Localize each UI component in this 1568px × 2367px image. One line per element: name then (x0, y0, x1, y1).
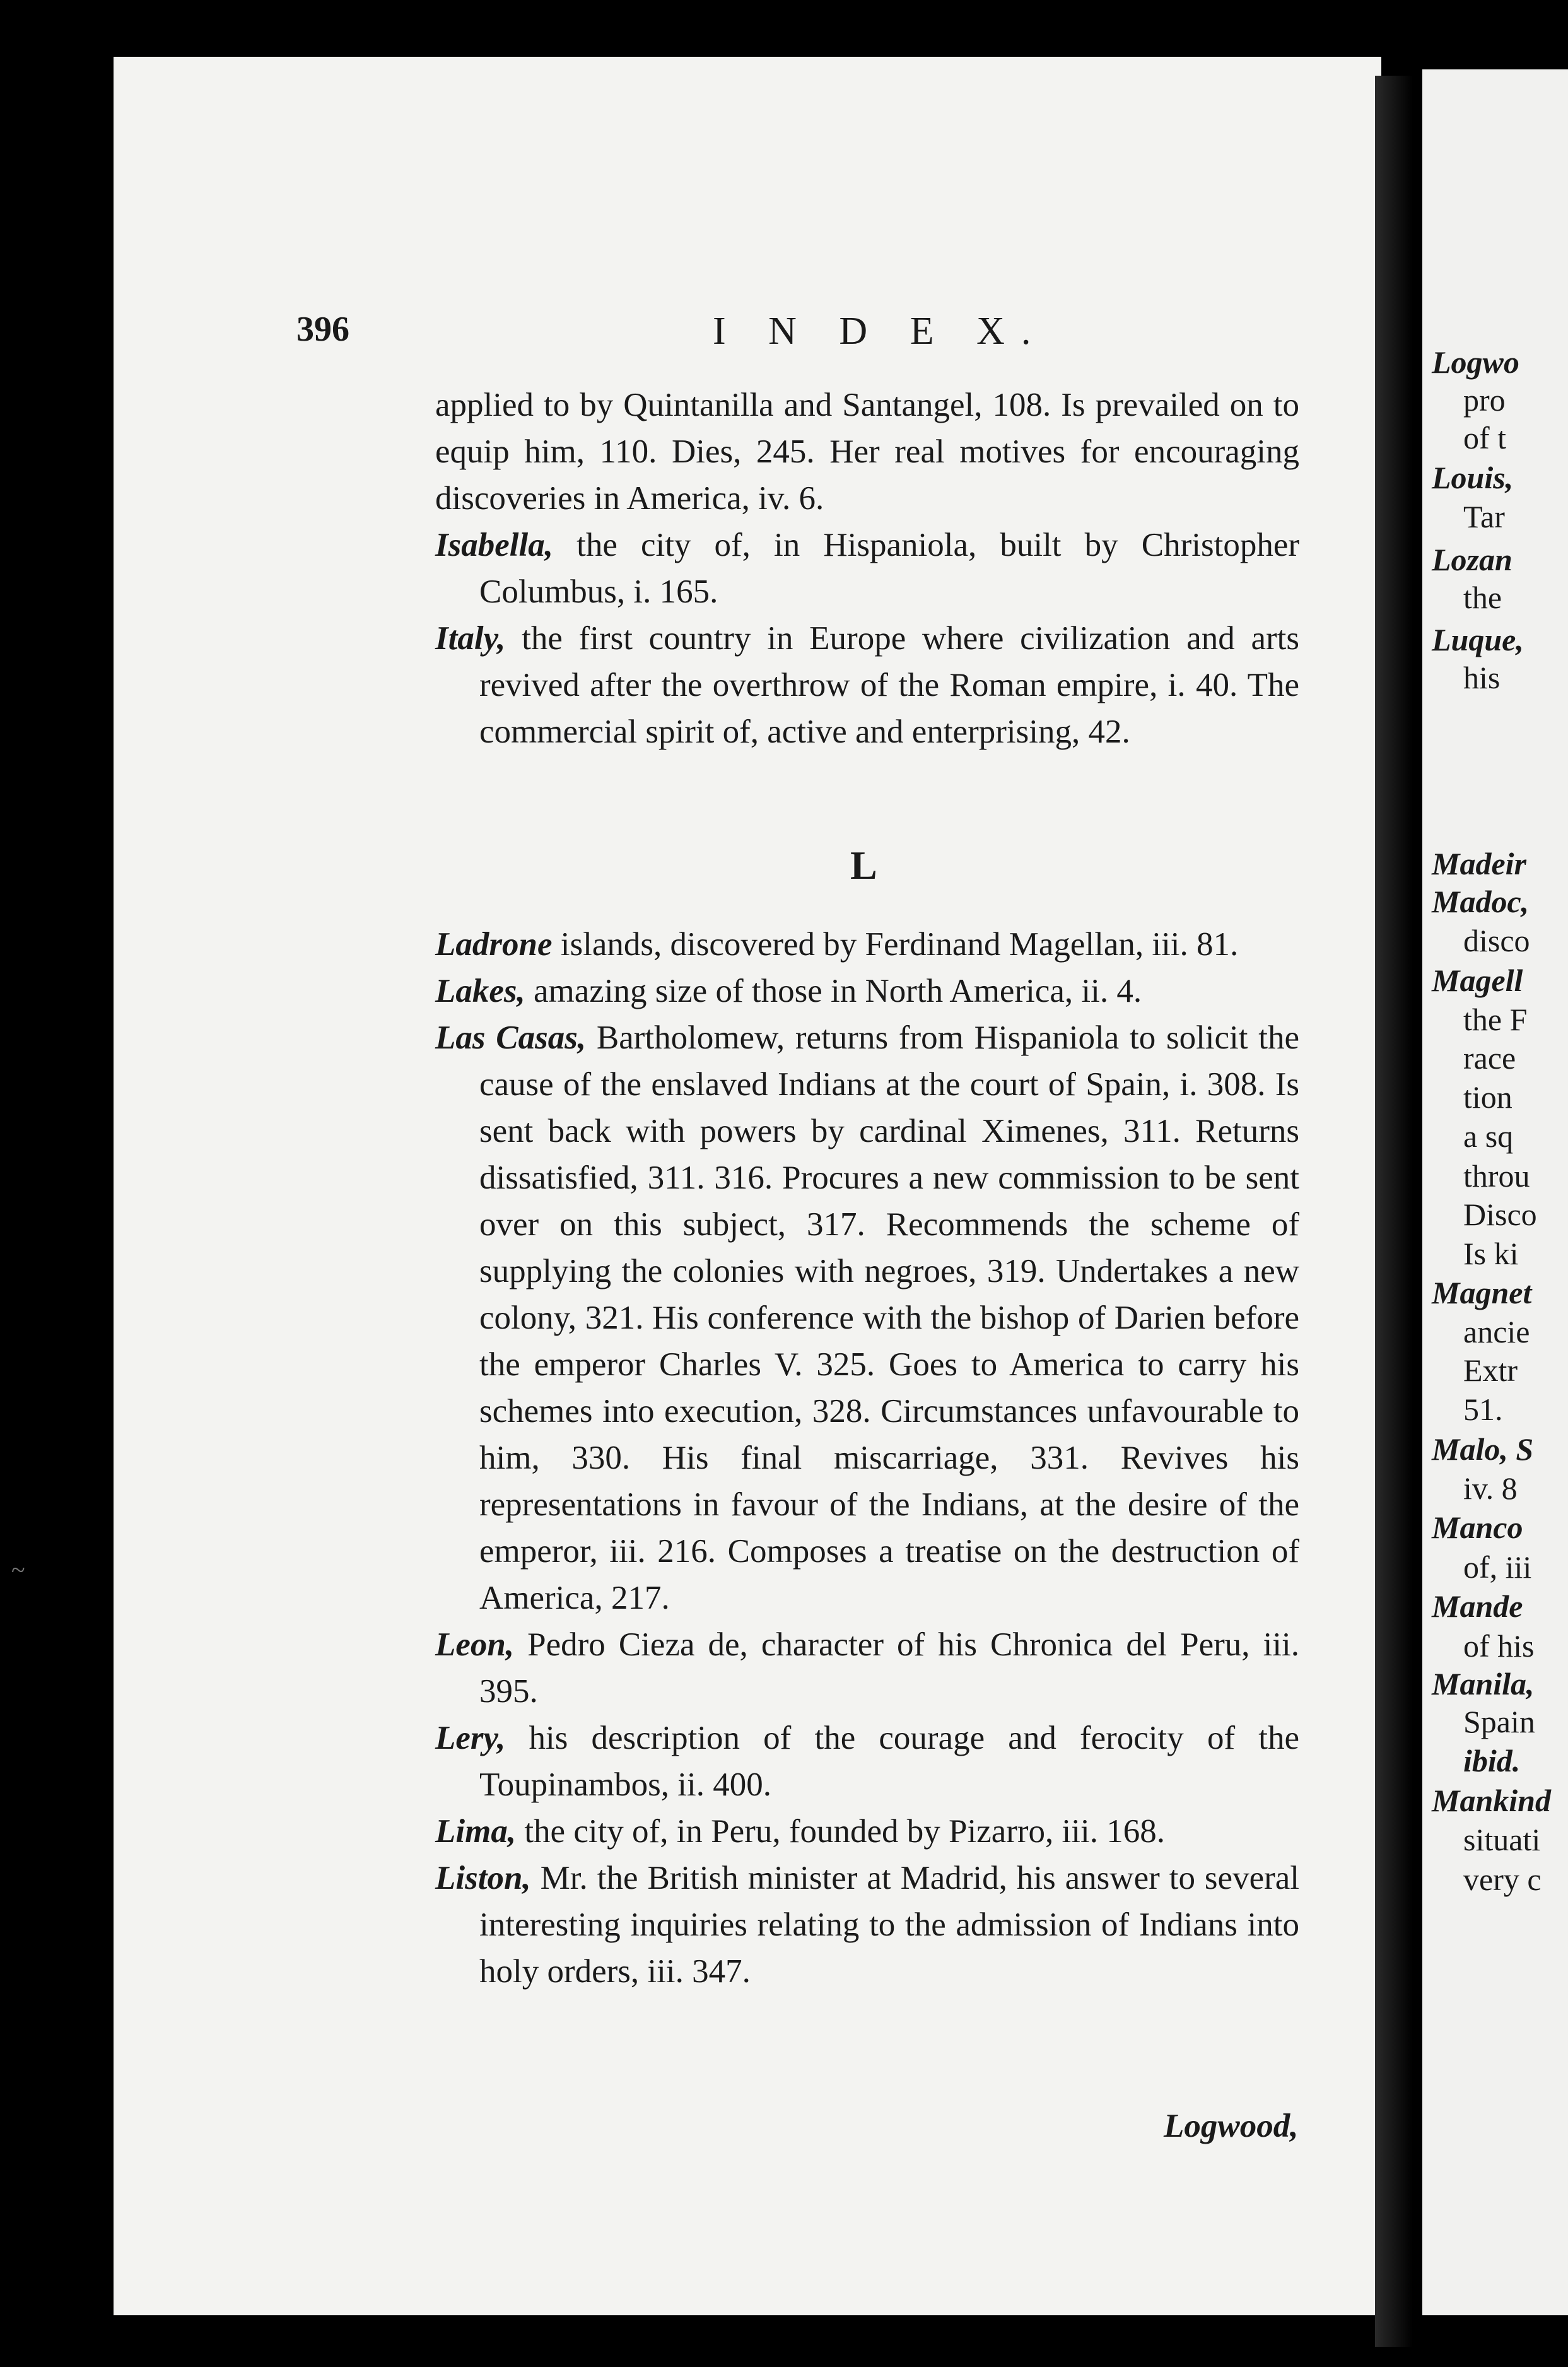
right-page-fragment: Tar (1463, 499, 1505, 534)
section-letter: L (850, 843, 877, 888)
right-page-fragment: very c (1463, 1862, 1542, 1897)
entry-headword: Lery, (435, 1720, 506, 1756)
entry-text: Pedro Cieza de, character of his Chronica del Peru, iii. 395. (479, 1626, 1299, 1710)
index-entry-lery (435, 1715, 1299, 1808)
right-page-fragment: his (1463, 660, 1501, 695)
entry-text: islands, discovered by Ferdinand Magellan, iii. 81. (552, 926, 1239, 963)
index-entry-lakes (435, 968, 1299, 1014)
entry-headword: Italy, (435, 620, 506, 657)
right-page-fragment: Mande (1432, 1589, 1523, 1624)
index-entry-ladrone (435, 921, 1299, 968)
right-page-fragment: the (1463, 580, 1502, 615)
right-page-fragment: the F (1463, 1002, 1528, 1037)
right-page-fragment: of t (1463, 420, 1507, 455)
right-page-fragment: Manila, (1432, 1666, 1535, 1701)
right-page-fragment: of his (1463, 1628, 1535, 1664)
entry-text: Mr. the British minister at Madrid, his answer to several interesting inquiries relating to the admission of Indians into holy orders, iii. 347. (479, 1860, 1299, 1990)
entry-headword: Liston, (435, 1860, 531, 1896)
right-page-fragment: Louis, (1432, 460, 1514, 495)
index-block-l (435, 921, 1299, 1995)
entry-text: Bartholomew, returns from Hispaniola to solicit the cause of the enslaved Indians at the court of Spain, i. 308. Is sent back with powers by cardinal Ximenes, 311. Returns dissatisfied, 311. 316. Procures a new commission to be sent over on this subject, 317. Recommends the scheme of supplying the colonies with negroes, 319. Undertakes a new colony, 321. His conference with the bishop of Darien before the emperor Charles V. 325. Goes to America to carry his schemes into execution, 328. Circumstances unfavourable to him, 330. His final miscarriage, 331. Revives his representations in favour of the Indians, at the desire of the emperor, iii. 216. Composes a treatise on the destruction of America, 217. (479, 1019, 1299, 1616)
index-entry-leon (435, 1621, 1299, 1715)
right-page-fragment: Madeir (1432, 846, 1526, 881)
entry-text: the city of, in Hispaniola, built by Christopher Columbus, i. 165. (479, 527, 1299, 610)
entry-text: amazing size of those in North America, ii. 4. (525, 973, 1142, 1009)
index-entry-isabella (435, 522, 1299, 615)
margin-mark: ~ (11, 1556, 25, 1584)
right-page-fragment: Manco (1432, 1510, 1523, 1545)
entry-text: the first country in Europe where civilization and arts revived after the overthrow of the Roman empire, i. 40. The commercial spirit of, active and enterprising, 42. (479, 620, 1299, 750)
continuation-entry (435, 382, 1299, 522)
right-page-fragment: tion (1463, 1079, 1512, 1115)
right-page-fragment: Magnet (1432, 1275, 1532, 1310)
right-page-fragment: Malo, S (1432, 1431, 1534, 1467)
entry-text: the city of, in Peru, founded by Pizarro, iii. 168. (516, 1813, 1165, 1850)
right-page-fragment: Is ki (1463, 1236, 1519, 1271)
right-page-fragment: Luque, (1432, 622, 1524, 657)
entry-text: his description of the courage and ferocity of the Toupinambos, ii. 400. (479, 1720, 1299, 1803)
entry-headword: Lima, (435, 1813, 517, 1850)
index-entry-lima (435, 1808, 1299, 1855)
entry-headword: Isabella, (435, 527, 553, 563)
right-page-fragment: pro (1463, 382, 1506, 418)
right-page-fragment: Disco (1463, 1197, 1537, 1232)
right-page-fragment: race (1463, 1040, 1516, 1076)
right-page-fragment: iv. 8 (1463, 1471, 1518, 1506)
index-entry-liston (435, 1855, 1299, 1995)
right-page-fragment: a sq (1463, 1119, 1514, 1154)
index-entry-italy (435, 615, 1299, 755)
right-page (1422, 69, 1568, 2315)
page-number: 396 (296, 310, 349, 349)
right-page-fragment: Mankind (1432, 1783, 1551, 1818)
book-gutter (1375, 76, 1413, 2347)
right-page-fragment: throu (1463, 1158, 1530, 1194)
right-page-fragment: Logwo (1432, 344, 1519, 380)
right-page-fragment: situati (1463, 1822, 1541, 1857)
right-page-fragment: of, iii (1463, 1549, 1532, 1585)
page-title: I N D E X. (713, 310, 1048, 353)
index-block-i (435, 382, 1299, 755)
entry-headword: Lakes, (435, 973, 525, 1009)
right-page-fragment: Magell (1432, 963, 1523, 998)
right-page-fragment: 51. (1463, 1392, 1503, 1427)
entry-headword: Ladrone (435, 926, 553, 963)
index-entry-las-casas (435, 1014, 1299, 1621)
entry-headword: Las Casas, (435, 1019, 587, 1056)
right-page-fragment: Extr (1463, 1353, 1518, 1388)
right-page-fragment: Lozan (1432, 542, 1512, 577)
catchword: Logwood, (1164, 2108, 1299, 2144)
entry-headword: Leon, (435, 1626, 515, 1663)
right-page-fragment: ancie (1463, 1314, 1530, 1349)
right-page-fragment: Spain (1463, 1704, 1535, 1739)
right-page-fragment: Madoc, (1432, 884, 1530, 919)
entry-text: applied to by Quintanilla and Santangel, 108. Is prevailed on to equip him, 110. Dies, 245. Her real motives for encouraging discoveries in America, iv. 6. (435, 387, 1299, 517)
right-page-fragment: ibid. (1463, 1743, 1521, 1778)
right-page-fragment: disco (1463, 923, 1530, 958)
